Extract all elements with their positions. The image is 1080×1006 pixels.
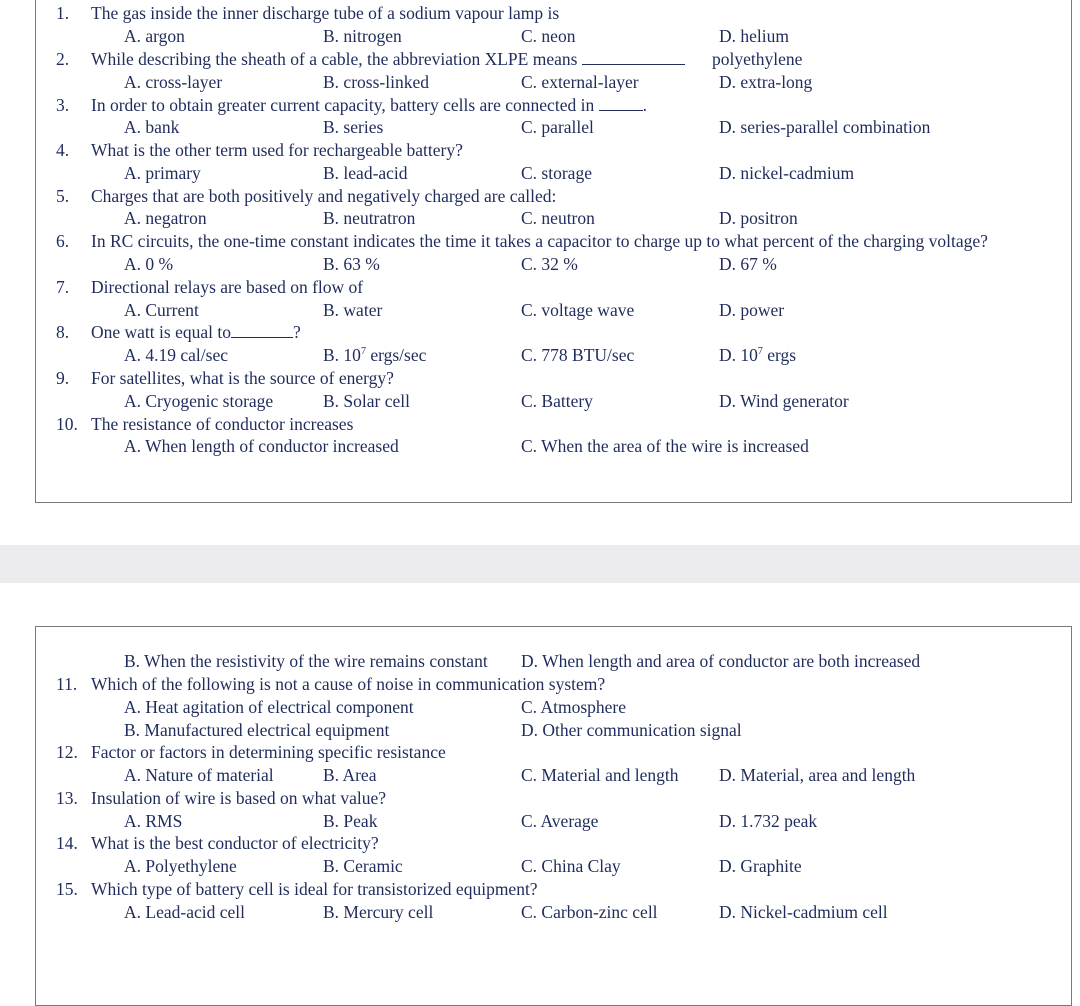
option-b: B. Peak — [323, 811, 378, 831]
option-d: D. nickel-cadmium — [719, 163, 855, 183]
answer-blank — [599, 94, 643, 111]
option-c: C. 32 % — [521, 254, 578, 274]
option-d: D. Other communication signal — [521, 720, 742, 740]
question-15-options — [36, 901, 1073, 924]
question-number: 2. — [56, 49, 70, 69]
option-b: B. lead-acid — [323, 163, 408, 183]
option-b: B. $10^7$ ergs/sec — [323, 345, 427, 365]
question-text: The gas inside the inner discharge tube of a sodium vapour lamp is — [91, 3, 560, 23]
question-5 — [36, 185, 1073, 208]
question-text: Which type of battery cell is ideal for transistorized equipment? — [91, 879, 538, 899]
question-6-options — [36, 253, 1073, 276]
answer-blank — [231, 321, 293, 338]
answer-blank — [582, 48, 685, 65]
option-c: C. 778 BTU/sec — [521, 345, 635, 365]
question-number: 12. — [56, 742, 78, 762]
option-a: A. Polyethylene — [124, 856, 237, 876]
question-1-options — [36, 25, 1073, 48]
question-11 — [36, 673, 1073, 696]
question-number: 15. — [56, 879, 78, 899]
option-d: D. Wind generator — [719, 391, 849, 411]
question-13 — [36, 787, 1073, 810]
option-b: B. Ceramic — [323, 856, 403, 876]
question-10-options — [36, 435, 1073, 458]
question-number: 11. — [56, 674, 78, 694]
question-text: Which of the following is not a cause of noise in communication system? — [91, 674, 606, 694]
question-number: 14. — [56, 833, 78, 853]
question-text: One watt is equal to — [91, 322, 231, 342]
question-text: For satellites, what is the source of energy? — [91, 368, 394, 388]
question-11-options-row-1 — [36, 696, 1073, 719]
question-12 — [36, 741, 1073, 764]
question-text: While describing the sheath of a cable, the abbreviation XLPE means — [91, 49, 578, 69]
option-a: A. Heat agitation of electrical component — [124, 697, 414, 717]
question-text: In RC circuits, the one-time constant indicates the time it takes a capacitor to charge up to what percent of the charging voltage? — [91, 231, 988, 251]
option-c: C. neon — [521, 26, 576, 46]
question-number: 7. — [56, 277, 70, 297]
option-d: D. Nickel-cadmium cell — [719, 902, 888, 922]
question-text-end: ? — [292, 322, 301, 342]
option-d: D. $10^7$ ergs — [719, 345, 797, 365]
question-7 — [36, 276, 1073, 299]
question-13-options — [36, 810, 1073, 833]
option-a: A. negatron — [124, 208, 207, 228]
option-a: A. Current — [124, 300, 199, 320]
option-c: C. Average — [521, 811, 599, 831]
question-number: 13. — [56, 788, 78, 808]
question-text: Factor or factors in determining specific resistance — [91, 742, 446, 762]
option-b: B. 63 % — [323, 254, 380, 274]
question-10 — [36, 413, 1073, 436]
question-number: 8. — [56, 322, 70, 342]
question-text-continued: polyethylene — [712, 49, 803, 69]
page-separator — [0, 545, 1080, 583]
option-b: B. Mercury cell — [323, 902, 434, 922]
option-c: C. Carbon-zinc cell — [521, 902, 658, 922]
question-1 — [36, 2, 1073, 25]
option-c: C. When the area of the wire is increased — [521, 436, 809, 456]
option-a: A. When length of conductor increased — [124, 436, 399, 456]
option-a: A. RMS — [124, 811, 183, 831]
question-10-options-continued — [36, 650, 1073, 673]
question-6 — [36, 230, 1073, 253]
option-d: D. helium — [719, 26, 789, 46]
question-text-end: . — [642, 95, 647, 115]
question-number: 10. — [56, 414, 78, 434]
option-b: B. cross-linked — [323, 72, 429, 92]
question-8 — [36, 321, 1073, 344]
option-a: A. 4.19 cal/sec — [124, 345, 228, 365]
option-d: D. Graphite — [719, 856, 802, 876]
option-b: B. Area — [323, 765, 377, 785]
option-b: B. When the resistivity of the wire remains constant — [124, 651, 488, 671]
option-c: C. voltage wave — [521, 300, 635, 320]
option-a: A. 0 % — [124, 254, 174, 274]
question-9 — [36, 367, 1073, 390]
option-b: B. Solar cell — [323, 391, 410, 411]
question-4 — [36, 139, 1073, 162]
question-12-options — [36, 764, 1073, 787]
question-text: In order to obtain greater current capacity, battery cells are connected in — [91, 95, 595, 115]
question-14 — [36, 832, 1073, 855]
question-number: 3. — [56, 95, 70, 115]
option-a: A. Cryogenic storage — [124, 391, 274, 411]
option-c: C. storage — [521, 163, 592, 183]
question-text: Charges that are both positively and negatively charged are called: — [91, 186, 557, 206]
option-c: C. Material and length — [521, 765, 679, 785]
question-5-options — [36, 207, 1073, 230]
option-a: A. bank — [124, 117, 180, 137]
option-d: D. positron — [719, 208, 798, 228]
option-c: C. parallel — [521, 117, 594, 137]
question-number: 6. — [56, 231, 70, 251]
question-text: The resistance of conductor increases — [91, 414, 354, 434]
question-number: 4. — [56, 140, 70, 160]
option-c: C. external-layer — [521, 72, 639, 92]
question-9-options — [36, 390, 1073, 413]
question-8-options — [36, 344, 1073, 367]
option-d: D. extra-long — [719, 72, 813, 92]
question-3 — [36, 94, 1073, 117]
option-b: B. nitrogen — [323, 26, 402, 46]
question-14-options — [36, 855, 1073, 878]
question-7-options — [36, 299, 1073, 322]
option-c: C. China Clay — [521, 856, 621, 876]
question-15 — [36, 878, 1073, 901]
question-number: 1. — [56, 3, 70, 23]
option-b: B. Manufactured electrical equipment — [124, 720, 390, 740]
question-2 — [36, 48, 1073, 71]
question-number: 9. — [56, 368, 70, 388]
option-c: C. Atmosphere — [521, 697, 626, 717]
question-number: 5. — [56, 186, 70, 206]
question-text: What is the other term used for rechargeable battery? — [91, 140, 463, 160]
option-c: C. Battery — [521, 391, 593, 411]
question-text: Insulation of wire is based on what value? — [91, 788, 386, 808]
option-a: A. Lead-acid cell — [124, 902, 245, 922]
option-d: D. Material, area and length — [719, 765, 916, 785]
option-c: C. neutron — [521, 208, 595, 228]
question-text: What is the best conductor of electricity? — [91, 833, 379, 853]
option-a: A. cross-layer — [124, 72, 223, 92]
option-a: A. primary — [124, 163, 201, 183]
option-d: D. 1.732 peak — [719, 811, 818, 831]
question-text: Directional relays are based on flow of — [91, 277, 364, 297]
exponent: 7 — [360, 346, 366, 358]
option-d: D. power — [719, 300, 785, 320]
option-b: B. neutratron — [323, 208, 416, 228]
question-11-options-row-2 — [36, 719, 1073, 742]
option-d: D. series-parallel combination — [719, 117, 931, 137]
question-2-options — [36, 71, 1073, 94]
worksheet-page-1 — [35, 0, 1072, 503]
option-a: A. Nature of material — [124, 765, 274, 785]
option-d: D. 67 % — [719, 254, 777, 274]
worksheet-page-2 — [35, 626, 1072, 1006]
option-a: A. argon — [124, 26, 185, 46]
question-3-options — [36, 116, 1073, 139]
question-4-options — [36, 162, 1073, 185]
option-b: B. water — [323, 300, 383, 320]
option-b: B. series — [323, 117, 384, 137]
option-d: D. When length and area of conductor are both increased — [521, 651, 921, 671]
exponent: 7 — [757, 346, 763, 358]
